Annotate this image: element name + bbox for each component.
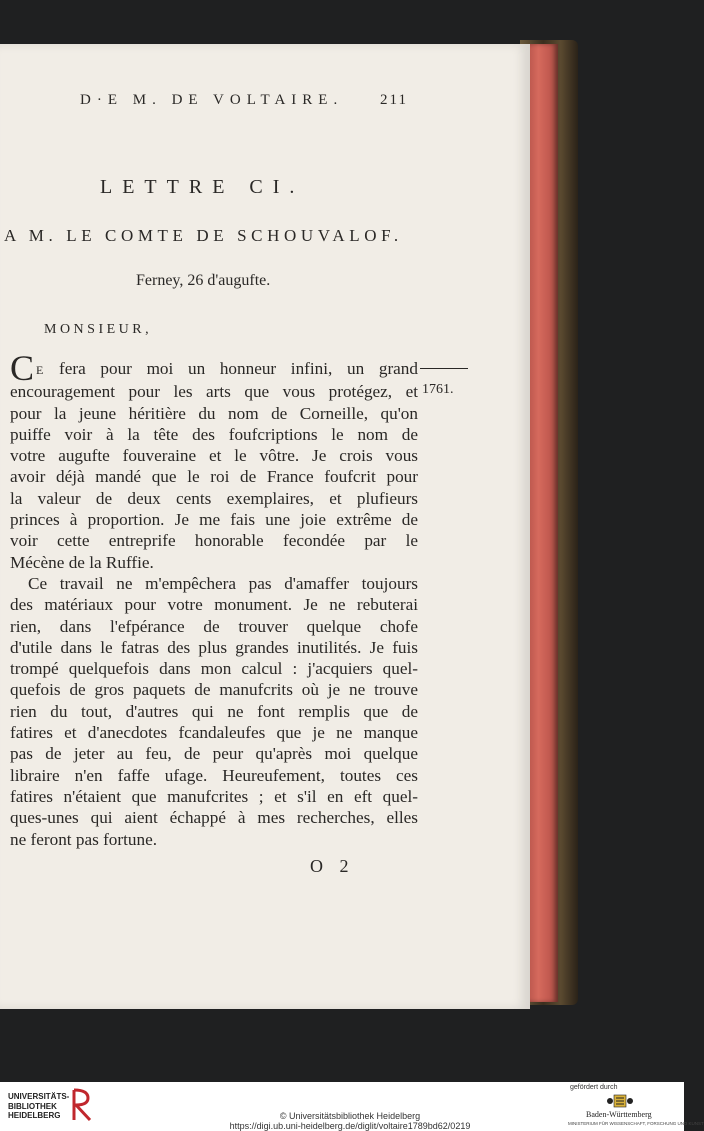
footer-bar — [0, 1082, 704, 1131]
letter-dateline: Ferney, 26 d'augufte. — [136, 272, 271, 289]
library-logo-line: BIBLIOTHEK — [8, 1101, 57, 1111]
text-line: voir cette entreprife honorable fecondée par le — [10, 531, 418, 551]
text-line: des matériaux pour votre monument. Je ne rebuterai — [10, 595, 418, 615]
text-line: libraire n'en faffe ufage. Heureufement, toutes ces — [10, 765, 418, 785]
running-header — [80, 92, 410, 109]
page-number: 211 — [380, 92, 408, 108]
funding-label: gefördert durch — [570, 1084, 618, 1091]
letter-body — [10, 348, 418, 850]
page-edge-red — [528, 44, 558, 1002]
text-line: la valeur de deux cents exemplaires, et plufieurs — [10, 488, 418, 508]
library-logo-text[interactable] — [8, 1092, 69, 1121]
library-logo-icon[interactable] — [70, 1088, 94, 1122]
text-line: Ce travail ne m'empêchera pas d'amaffer toujours — [28, 573, 418, 593]
margin-year: 1761. — [422, 382, 454, 397]
library-logo-line: UNIVERSITÄTS- — [8, 1092, 70, 1101]
text-line: pas de jeter au feu, de peur qu'après moi quelque — [10, 744, 418, 764]
text-line: d'utile dans le fatras des plus grandes inutilités. Je fuis — [10, 637, 418, 657]
signature-mark: O 2 — [310, 856, 355, 876]
copyright-text: © Universitätsbibliothek Heidelberg — [279, 1111, 421, 1121]
text-line: rien du tout, d'autres qui ne font remplis que de — [10, 701, 418, 721]
text-line: pour la jeune héritière du nom de Corneille, qu'on — [10, 403, 418, 423]
drop-cap: C — [10, 348, 35, 388]
coat-of-arms-icon — [606, 1093, 634, 1109]
text-line: fatires et d'anecdotes fcandaleufes que je ne manque — [10, 723, 418, 743]
text-line: quefois de gros paquets de manufcrits où je ne trouve — [10, 680, 418, 700]
letter-salutation: MONSIEUR, — [44, 322, 153, 337]
permalink[interactable]: https://digi.ub.uni-heidelberg.de/diglit/voltaire1789bd62/0219 — [229, 1121, 471, 1131]
small-cap: E — [36, 363, 45, 377]
text-line: encouragement pour les arts que vous protégez, et — [10, 382, 418, 402]
letter-addressee: A M. LE COMTE DE SCHOUVALOF. — [4, 226, 403, 245]
footer-citation — [200, 1111, 500, 1131]
text-line: fatires n'étaient que manufcrites ; et s'il en eft quel- — [10, 786, 418, 806]
margin-rule — [420, 368, 468, 369]
text-line: trompé quelquefois dans mon calcul : j'acquiers quel- — [10, 659, 418, 679]
text-line: princes à proportion. Je me fais une joie extrême de — [10, 510, 418, 530]
text-line — [10, 348, 418, 388]
text-line: Mécène de la Ruffie. — [10, 552, 154, 572]
letter-title: LETTRE CI. — [100, 176, 305, 198]
text-line: avoir déjà mandé que le roi de France foufcrit pour — [10, 467, 418, 487]
text-line: rien, dans l'efpérance de trouver quelque chofe — [10, 616, 418, 636]
text-line: puiffe voir à la tête des foufcriptions le nom de — [10, 424, 418, 444]
running-header-text: D·E M. DE VOLTAIRE. — [80, 92, 344, 108]
text-line: votre augufte fouveraine et le vôtre. Je crois vous — [10, 446, 418, 466]
funder-subtitle: MINISTERIUM FÜR WISSENSCHAFT, FORSCHUNG UND KUNST — [568, 1121, 704, 1126]
text-line-content: fera pour moi un honneur infini, un grand — [44, 359, 418, 378]
text-line: ques-unes qui aient échappé à mes recherches, elles — [10, 808, 418, 828]
library-logo-line: HEIDELBERG — [8, 1111, 61, 1120]
text-line: ne feront pas fortune. — [10, 829, 157, 849]
funder-name[interactable]: Baden-Württemberg — [586, 1110, 652, 1119]
